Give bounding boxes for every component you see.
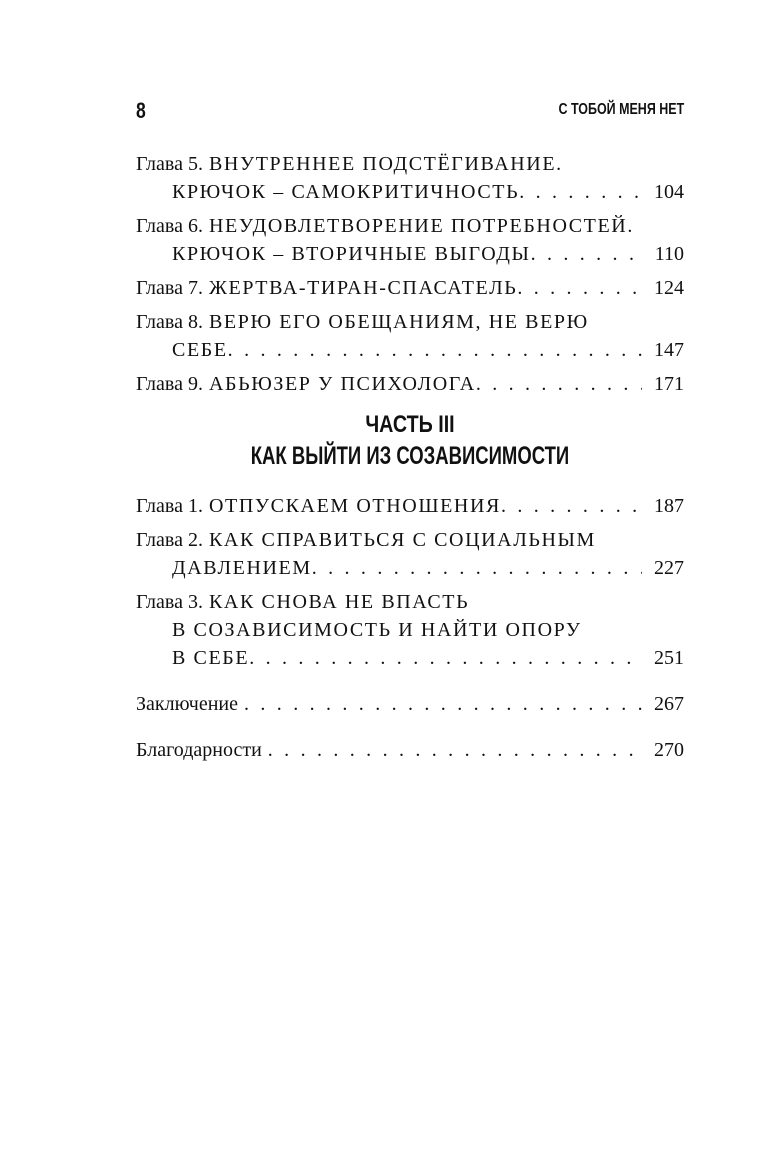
toc-entry-label: Глава 3. <box>136 591 203 613</box>
dot-leader <box>476 370 642 398</box>
toc-entry[interactable] <box>136 212 684 268</box>
dot-leader <box>501 492 642 520</box>
dot-leader <box>531 240 642 268</box>
page-number: 8 <box>136 98 146 123</box>
toc-entry-page: 270 <box>654 739 684 761</box>
toc-entry[interactable] <box>136 526 684 582</box>
toc-entry-label: Заключение <box>136 693 238 715</box>
toc-entry-label: Глава 7. <box>136 277 203 299</box>
toc-entry-label: Глава 1. <box>136 495 203 517</box>
toc-entry[interactable] <box>136 150 684 206</box>
part-number: ЧАСТЬ III <box>365 411 455 438</box>
toc-entry-title: СЕБЕ <box>172 339 228 361</box>
toc-entry[interactable] <box>136 370 684 398</box>
toc-entry-page: 104 <box>654 181 684 203</box>
toc-entry-page: 171 <box>654 373 684 395</box>
toc-entry[interactable] <box>136 308 684 364</box>
toc-entry-title: НЕУДОВЛЕТВОРЕНИЕ ПОТРЕБНОСТЕЙ. <box>208 215 634 237</box>
toc-entry-title: ВЕРЮ ЕГО ОБЕЩАНИЯМ, НЕ ВЕРЮ <box>208 311 589 333</box>
part-heading <box>136 410 684 472</box>
toc-entry-title: ВНУТРЕННЕЕ ПОДСТЁГИВАНИЕ. <box>208 153 563 175</box>
dot-leader <box>249 644 642 672</box>
toc-entry-title: ОТПУСКАЕМ ОТНОШЕНИЯ <box>208 495 501 517</box>
dot-leader <box>312 554 642 582</box>
toc-entry-page: 267 <box>654 693 684 715</box>
toc-entry-label: Глава 6. <box>136 215 203 237</box>
toc-entry-page: 187 <box>654 495 684 517</box>
toc-entry[interactable] <box>136 690 684 718</box>
toc-entry-label: Глава 5. <box>136 153 203 175</box>
dot-leader <box>228 336 642 364</box>
dot-leader <box>268 736 642 764</box>
toc-entry[interactable] <box>136 588 684 672</box>
toc-entry-title: КАК СНОВА НЕ ВПАСТЬ <box>208 591 470 613</box>
toc-entry-label: Благодарности <box>136 739 262 761</box>
toc-entry-title: ДАВЛЕНИЕМ <box>172 557 312 579</box>
toc-entry-title: В СЕБЕ <box>172 647 250 669</box>
toc-entry-title: В СОЗАВИСИМОСТЬ И НАЙТИ ОПОРУ <box>172 619 582 641</box>
toc-entry-title: АБЬЮЗЕР У ПСИХОЛОГА <box>208 373 476 395</box>
toc-entry-title: КАК СПРАВИТЬСЯ С СОЦИАЛЬНЫМ <box>208 529 596 551</box>
toc-entry-page: 110 <box>654 243 684 265</box>
dot-leader <box>517 274 642 302</box>
toc-entry[interactable] <box>136 274 684 302</box>
toc-entry-title: КРЮЧОК – ВТОРИЧНЫЕ ВЫГОДЫ <box>172 243 531 265</box>
toc-entry[interactable] <box>136 736 684 764</box>
toc-list-part-2 <box>136 150 684 404</box>
dot-leader <box>244 690 642 718</box>
toc-entry-label: Глава 9. <box>136 373 203 395</box>
toc-entry-page: 124 <box>654 277 684 299</box>
toc-entry-label: Глава 2. <box>136 529 203 551</box>
toc-entry-label: Глава 8. <box>136 311 203 333</box>
toc-entry-title: КРЮЧОК – САМОКРИТИЧНОСТЬ <box>172 181 520 203</box>
toc-entry-title: ЖЕРТВА-ТИРАН-СПАСАТЕЛЬ <box>208 277 518 299</box>
toc-entry[interactable] <box>136 492 684 520</box>
toc-entry-page: 251 <box>654 647 684 669</box>
part-title: КАК ВЫЙТИ ИЗ СОЗАВИСИМОСТИ <box>250 442 570 470</box>
dot-leader <box>519 178 642 206</box>
running-title: С ТОБОЙ МЕНЯ НЕТ <box>558 101 684 118</box>
toc-entry-page: 147 <box>654 339 684 361</box>
toc-entry-page: 227 <box>654 557 684 579</box>
toc-list-part-3 <box>136 492 684 770</box>
